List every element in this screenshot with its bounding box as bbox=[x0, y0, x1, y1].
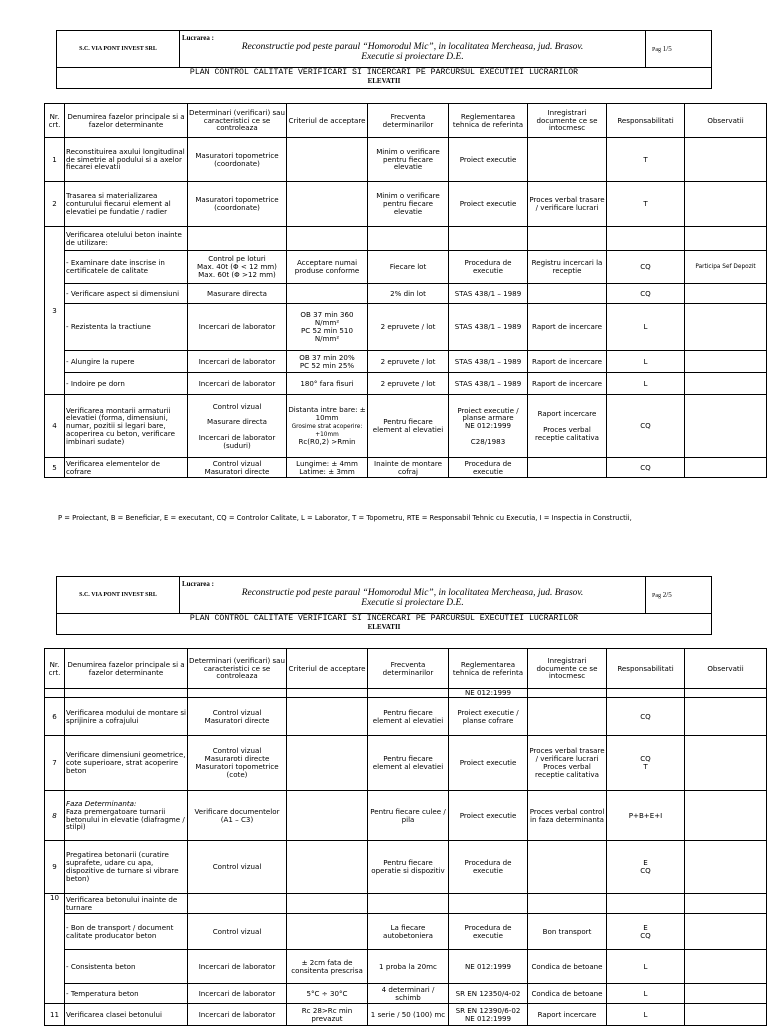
page-header bbox=[56, 30, 712, 89]
company-name: S.C. VIA PONT INVEST SRL bbox=[57, 31, 180, 68]
table-header-row bbox=[45, 649, 767, 689]
table-row: 3 Verificarea otelului beton inainte de utilizare: bbox=[45, 227, 767, 251]
work-title-cell bbox=[180, 31, 646, 68]
table-row: 9 Pregatirea betonarii (curatire suprafete, udare cu apa, dispozitive de turnare si vibrare beton) Control vizual Pentru fiecare operatie si dispozitiv Procedura de executie E CQ bbox=[45, 841, 767, 894]
table-row: - Verificare aspect si dimensiuni Masurare directa 2% din lot STAS 438/1 – 1989 CQ bbox=[45, 284, 767, 304]
table-row: 7 Verificare dimensiuni geometrice, cote superioare, strat acoperire beton Control vizual Masuraroti directe Masuratori topometrice (cote) Pentru fiecare element al elevatiei Proiect executie Proces verbal trasare / verificare lucrari Proces verbal receptie calitativa CQ T bbox=[45, 736, 767, 791]
company-name: S.C. VIA PONT INVEST SRL bbox=[57, 577, 180, 614]
table-row: 8 Faza Determinanta: Faza premergatoare turnarii betonului in elevatie (diafragme / stilpi) Verificare documentelor (A1 – C3) Pentru fiecare culee / pila Proiect executie Proces verbal control in faza determinanta P+B+E+I bbox=[45, 791, 767, 841]
plan-title-cell bbox=[57, 614, 712, 635]
table-row: 5 Verificarea elementelor de cofrare Control vizual Masuratori directe Lungime: ± 4mm Latime: ± 3mm Inainte de montare cofraj Procedura de executie CQ bbox=[45, 458, 767, 478]
work-label: Lucrarea : bbox=[182, 34, 214, 43]
plan-subtitle: ELEVATII bbox=[367, 77, 401, 85]
column-header: Criteriul de acceptare bbox=[287, 649, 368, 689]
column-header: Nr. crt. bbox=[45, 104, 65, 138]
table-row: 4 Verificarea montarii armaturii elevatiei (forma, dimensiuni, numar, pozitii si legari bare, acoperirea cu beton, verificare imbinari sudate) Control vizual Masurare directa Incercari de laborator (suduri) Distanta intre bare: ± 10mm Grosime strat acoperire: +10mm Rc(R0,2) >Rmin Pentru fiecare element al elevatiei Proiect executie / planse armare NE 012:1999 C28/1983 Raport incercare Proces verbal receptie calitativa CQ bbox=[45, 395, 767, 458]
table-row: 11 Verificarea clasei betonului Incercari de laborator Rc 28>Rc min prevazut 1 serie / 50 (100) mc SR EN 12390/6-02 NE 012:1999 Raport incercare L bbox=[45, 1004, 767, 1026]
column-header: Denumirea fazelor principale si a fazelor determinante bbox=[65, 649, 188, 689]
work-label: Lucrarea : bbox=[182, 580, 214, 589]
table-header-row bbox=[45, 104, 767, 138]
column-header: Denumirea fazelor principale si a fazelor determinante bbox=[65, 104, 188, 138]
table-row: 1 Reconstituirea axului longitudinal de simetrie al podului si a axelor fiecarei elevatii Masuratori topometrice (coordonate) Minim o verificare pentru fiecare elevatie Proiect executie T bbox=[45, 138, 767, 182]
quality-control-table-2 bbox=[44, 648, 767, 1026]
column-header: Responsabilitati bbox=[607, 649, 685, 689]
page-number: Pag 1/5 bbox=[646, 31, 712, 68]
column-header: Reglementarea tehnica de referinta bbox=[449, 104, 528, 138]
column-header: Frecventa determinarilor bbox=[368, 104, 449, 138]
plan-title: PLAN CONTROL CALITATE VERIFICARI SI INCERCARI PE PARCURSUL EXECUTIEI LUCRARILOR bbox=[189, 614, 579, 624]
work-subtitle: Executie si proiectare D.E. bbox=[361, 51, 464, 62]
table-row: - Consistenta beton Incercari de laborator ± 2cm fata de consitenta prescrisa 1 proba la 20mc NE 012:1999 Condica de betoane L bbox=[45, 950, 767, 984]
column-header: Frecventa determinarilor bbox=[368, 649, 449, 689]
column-header: Observatii bbox=[685, 649, 767, 689]
column-header: Determinari (verificari) sau caracteristici ce se controleaza bbox=[188, 649, 287, 689]
column-header: Criteriul de acceptare bbox=[287, 104, 368, 138]
column-header: Observatii bbox=[685, 104, 767, 138]
work-title: Reconstructie pod peste paraul “Homorodul Mic”, in localitatea Mercheasa, jud. Brasov. bbox=[241, 587, 584, 598]
table-row: - Rezistenta la tractiune Incercari de laborator OB 37 min 360 N/mm² PC 52 min 510 N/mm² 2 epruvete / lot STAS 438/1 – 1989 Raport de incercare L bbox=[45, 304, 767, 351]
table-row: NE 012:1999 bbox=[45, 689, 767, 698]
work-title-cell bbox=[180, 577, 646, 614]
column-header: Inregistrari documente ce se intocmesc bbox=[528, 649, 607, 689]
quality-control-table-1 bbox=[44, 103, 767, 478]
column-header: Inregistrari documente ce se intocmesc bbox=[528, 104, 607, 138]
work-subtitle: Executie si proiectare D.E. bbox=[361, 597, 464, 608]
plan-title: PLAN CONTROL CALITATE VERIFICARI SI INCERCARI PE PARCURSUL EXECUTIEI LUCRARILOR bbox=[189, 68, 579, 78]
responsibility-legend: P = Proiectant, B = Beneficiar, E = executant, CQ = Controlor Calitate, L = Laborator, T = Topometru, RTE = Responsabil Tehnic cu Executia, I = Inspectia in Constructii, bbox=[58, 514, 632, 522]
plan-title-cell bbox=[57, 68, 712, 89]
table-row: - Temperatura beton Incercari de laborator 5°C ÷ 30°C 4 determinari / schimb SR EN 12350/4-02 Condica de betoane L bbox=[45, 984, 767, 1004]
table-row: - Bon de transport / document calitate producator beton Control vizual La fiecare autobetoniera Procedura de executie Bon transport E CQ bbox=[45, 914, 767, 950]
table-row: - Indoire pe dorn Incercari de laborator 180° fara fisuri 2 epruvete / lot STAS 438/1 – 1989 Raport de incercare L bbox=[45, 373, 767, 395]
page-number: Pag 2/5 bbox=[646, 577, 712, 614]
table-row: 10 Verificarea betonului inainte de turnare bbox=[45, 894, 767, 914]
column-header: Determinari (verificari) sau caracteristici ce se controleaza bbox=[188, 104, 287, 138]
work-title: Reconstructie pod peste paraul “Homorodul Mic”, in localitatea Mercheasa, jud. Brasov. bbox=[241, 41, 584, 52]
page-header bbox=[56, 576, 712, 635]
column-header: Nr. crt. bbox=[45, 649, 65, 689]
table-row: 6 Verificarea modului de montare si sprijinire a cofrajului Control vizual Masuratori directe Pentru fiecare element al elevatiei Proiect executie / planse cofrare CQ bbox=[45, 698, 767, 736]
table-row: 2 Trasarea si materializarea conturului fiecarui element al elevatiei pe fundatie / radier Masuratori topometrice (coordonate) Minim o verificare pentru fiecare elevatie Proiect executie Proces verbal trasare / verificare lucrari T bbox=[45, 182, 767, 227]
column-header: Reglementarea tehnica de referinta bbox=[449, 649, 528, 689]
table-row: - Alungire la rupere Incercari de laborator OB 37 min 20% PC 52 min 25% 2 epruvete / lot STAS 438/1 – 1989 Raport de incercare L bbox=[45, 351, 767, 373]
plan-subtitle: ELEVATII bbox=[367, 623, 401, 631]
column-header: Responsabilitati bbox=[607, 104, 685, 138]
table-row: - Examinare date inscrise in certificatele de calitate Control pe loturi Max. 40t (Φ < 12 mm) Max. 60t (Φ >12 mm) Acceptare numai produse conforme Fiecare lot Procedura de executie Registru incercari la receptie CQ Participa Sef Depozit bbox=[45, 251, 767, 284]
